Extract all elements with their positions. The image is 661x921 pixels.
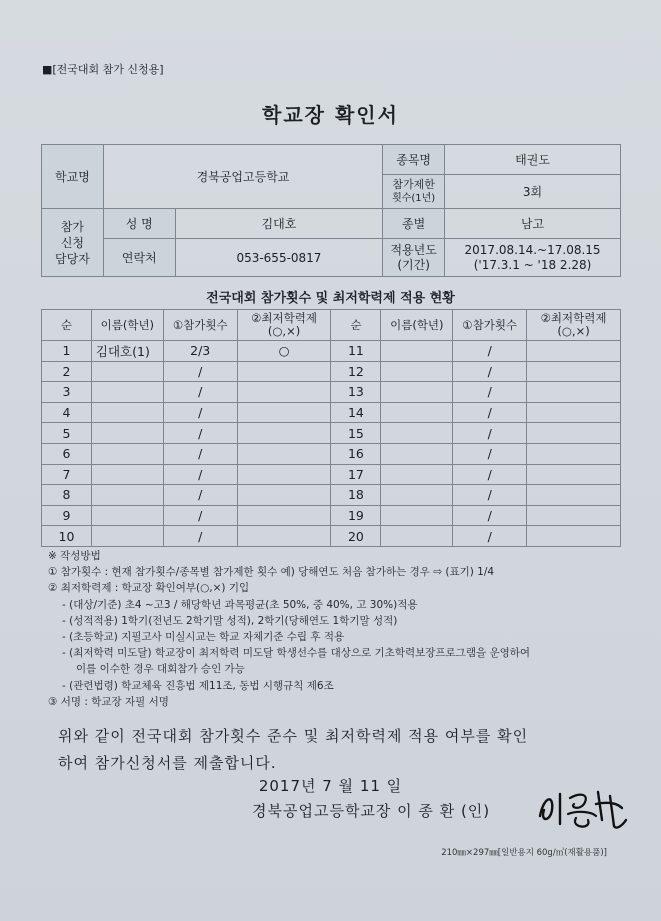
cell-no: 13	[331, 382, 381, 403]
note-2d: - (최저학력 미도달) 학교장이 최저학력 미도달 학생선수를 대상으로 기초학력보장프로그램을 운영하여	[62, 647, 531, 660]
note-2e: - (관련법령) 학교체육 진흥법 제11조, 동법 시행규칙 제6조	[62, 679, 334, 692]
cell-name	[381, 402, 453, 423]
cell-no: 16	[331, 443, 381, 464]
table-row	[42, 382, 621, 403]
table-row	[42, 485, 621, 506]
cell-academic	[237, 464, 331, 485]
cell-name	[91, 382, 163, 403]
cell-no: 6	[42, 443, 92, 464]
cell-academic	[527, 361, 621, 382]
record-title: 전국대회 참가횟수 및 최저학력제 적용 현황	[206, 291, 455, 306]
cell-no: 14	[331, 402, 381, 423]
cell-academic	[237, 505, 331, 526]
cell-academic	[527, 464, 621, 485]
cell-academic	[527, 505, 621, 526]
cell-no: 5	[42, 423, 92, 444]
cell-count: /	[453, 341, 527, 362]
submission-date: 2017년 7 월 11 일	[258, 777, 403, 795]
principal-name: 경북공업고등학교장 이 종 환 (인)	[252, 802, 491, 820]
cell-no: 4	[42, 402, 92, 423]
cell-academic	[527, 382, 621, 403]
cell-count: /	[163, 505, 237, 526]
cell-count: /	[453, 361, 527, 382]
header-count: ①참가횟수	[453, 310, 527, 341]
cell-no: 3	[42, 382, 92, 403]
cell-academic	[237, 361, 331, 382]
note-1: ① 참가횟수 : 현재 참가횟수/종목별 참가제한 횟수 예) 당해연도 처음 참가하는 경우 ⇨ (표기) 1/4	[48, 566, 495, 579]
cell-no: 18	[331, 485, 381, 506]
table-row	[42, 361, 621, 382]
cell-count: /	[453, 402, 527, 423]
cell-name	[381, 341, 453, 362]
cell-name	[91, 505, 163, 526]
cell-name	[381, 485, 453, 506]
cell-name	[381, 526, 453, 547]
cell-academic	[237, 402, 331, 423]
header-name: 이름(학년)	[91, 310, 163, 341]
note-2a: - (대상/기준) 초4 ~고3 / 해당학년 과목평균(초 50%, 중 40%, 고 30%)적용	[62, 598, 418, 611]
cell-count: /	[453, 382, 527, 403]
note-3: ③ 서명 : 학교장 자필 서명	[48, 695, 169, 708]
cell-academic: ○	[237, 341, 331, 362]
header-name: 이름(학년)	[381, 310, 453, 341]
cell-academic	[237, 443, 331, 464]
participation-record-table	[41, 309, 621, 547]
table-row	[42, 505, 621, 526]
cell-count: /	[453, 443, 527, 464]
limit-value: 3회	[445, 175, 621, 209]
cell-count: /	[163, 464, 237, 485]
note-2d-cont: 이를 이수한 경우 대회참가 승인 가능	[76, 663, 245, 676]
name-label: 성 명	[103, 209, 175, 239]
category-value: 남고	[445, 209, 621, 239]
cell-academic	[237, 382, 331, 403]
cell-no: 8	[42, 485, 92, 506]
cell-academic	[237, 485, 331, 506]
cell-name	[381, 382, 453, 403]
table-row	[42, 526, 621, 547]
cell-no: 7	[42, 464, 92, 485]
table-row	[42, 423, 621, 444]
cell-count: /	[163, 443, 237, 464]
cell-no: 19	[331, 505, 381, 526]
cell-name	[381, 464, 453, 485]
cell-academic	[527, 526, 621, 547]
header-academic: ②최저학력제 (○,×)	[237, 310, 331, 341]
cell-name	[381, 361, 453, 382]
confirmation-statement: 위와 같이 전국대회 참가횟수 준수 및 최저학력제 적용 여부를 확인 하여 참가신청서를 제출합니다.	[58, 727, 529, 772]
instructions-heading: ※ 작성방법	[48, 550, 101, 562]
cell-name	[381, 423, 453, 444]
cell-count: /	[163, 485, 237, 506]
cell-count: /	[453, 505, 527, 526]
school-info-table	[41, 144, 621, 277]
cell-name	[381, 505, 453, 526]
cell-no: 1	[42, 341, 92, 362]
table-row	[42, 402, 621, 423]
cell-name	[91, 443, 163, 464]
cell-name	[91, 485, 163, 506]
cell-no: 11	[331, 341, 381, 362]
header-no: 순	[331, 310, 381, 341]
event-name: 태권도	[445, 145, 621, 175]
cell-count: /	[163, 423, 237, 444]
table-row	[42, 464, 621, 485]
cell-count: /	[163, 526, 237, 547]
cell-academic	[527, 402, 621, 423]
cell-academic	[527, 443, 621, 464]
cell-count: /	[453, 485, 527, 506]
cell-count: /	[453, 526, 527, 547]
cell-academic	[237, 423, 331, 444]
manager-name: 김대호	[175, 209, 383, 239]
event-label: 종목명	[383, 145, 445, 175]
cell-no: 17	[331, 464, 381, 485]
note-2: ② 최저학력제 : 학교장 확인여부(○,×) 기입	[48, 582, 250, 595]
cell-no: 9	[42, 505, 92, 526]
cell-academic	[527, 341, 621, 362]
manager-label: 참가 신청 담당자	[42, 209, 104, 277]
cell-no: 20	[331, 526, 381, 547]
header-no: 순	[42, 310, 92, 341]
school-label: 학교명	[42, 145, 104, 209]
cell-count: /	[163, 382, 237, 403]
cell-count: /	[453, 423, 527, 444]
cell-count: /	[453, 464, 527, 485]
note-2b: - (성적적용) 1학기(전년도 2학기말 성적), 2학기(당해연도 1학기말 성적)	[62, 614, 398, 627]
cell-name	[91, 526, 163, 547]
category-label: 종별	[383, 209, 445, 239]
cell-academic	[527, 423, 621, 444]
note-2c: - (초등학교) 지필고사 미실시교는 학교 자체기준 수립 후 적용	[62, 631, 345, 644]
paper-spec-footer: 210㎜×297㎜[일반용지 60g/㎡(재활용품)]	[441, 848, 607, 858]
cell-name: 김대호(1)	[91, 341, 163, 362]
contact-label: 연락처	[103, 239, 175, 277]
cell-no: 15	[331, 423, 381, 444]
cell-name	[381, 443, 453, 464]
instructions	[48, 548, 530, 710]
cell-count: /	[163, 361, 237, 382]
period-label: 적용년도 (기간)	[383, 239, 445, 277]
cell-name	[91, 423, 163, 444]
document-title: 학교장 확인서	[262, 103, 399, 127]
period-value: 2017.08.14.~17.08.15 ('17.3.1 ~ '18 2.28)	[445, 239, 621, 277]
cell-no: 10	[42, 526, 92, 547]
contact-value: 053-655-0817	[175, 239, 383, 277]
cell-no: 12	[331, 361, 381, 382]
cell-academic	[527, 485, 621, 506]
cell-name	[91, 361, 163, 382]
cell-count: /	[163, 402, 237, 423]
school-name: 경북공업고등학교	[103, 145, 382, 209]
signature-icon	[530, 786, 630, 832]
form-type-tag: ■[전국대회 참가 신청용]	[42, 63, 164, 76]
cell-academic	[237, 526, 331, 547]
cell-count: 2/3	[163, 341, 237, 362]
table-row	[42, 443, 621, 464]
header-academic: ②최저학력제 (○,×)	[527, 310, 621, 341]
limit-label: 참가제한 횟수(1년)	[383, 175, 445, 209]
cell-name	[91, 464, 163, 485]
header-count: ①참가횟수	[163, 310, 237, 341]
table-row	[42, 341, 621, 362]
cell-no: 2	[42, 361, 92, 382]
cell-name	[91, 402, 163, 423]
